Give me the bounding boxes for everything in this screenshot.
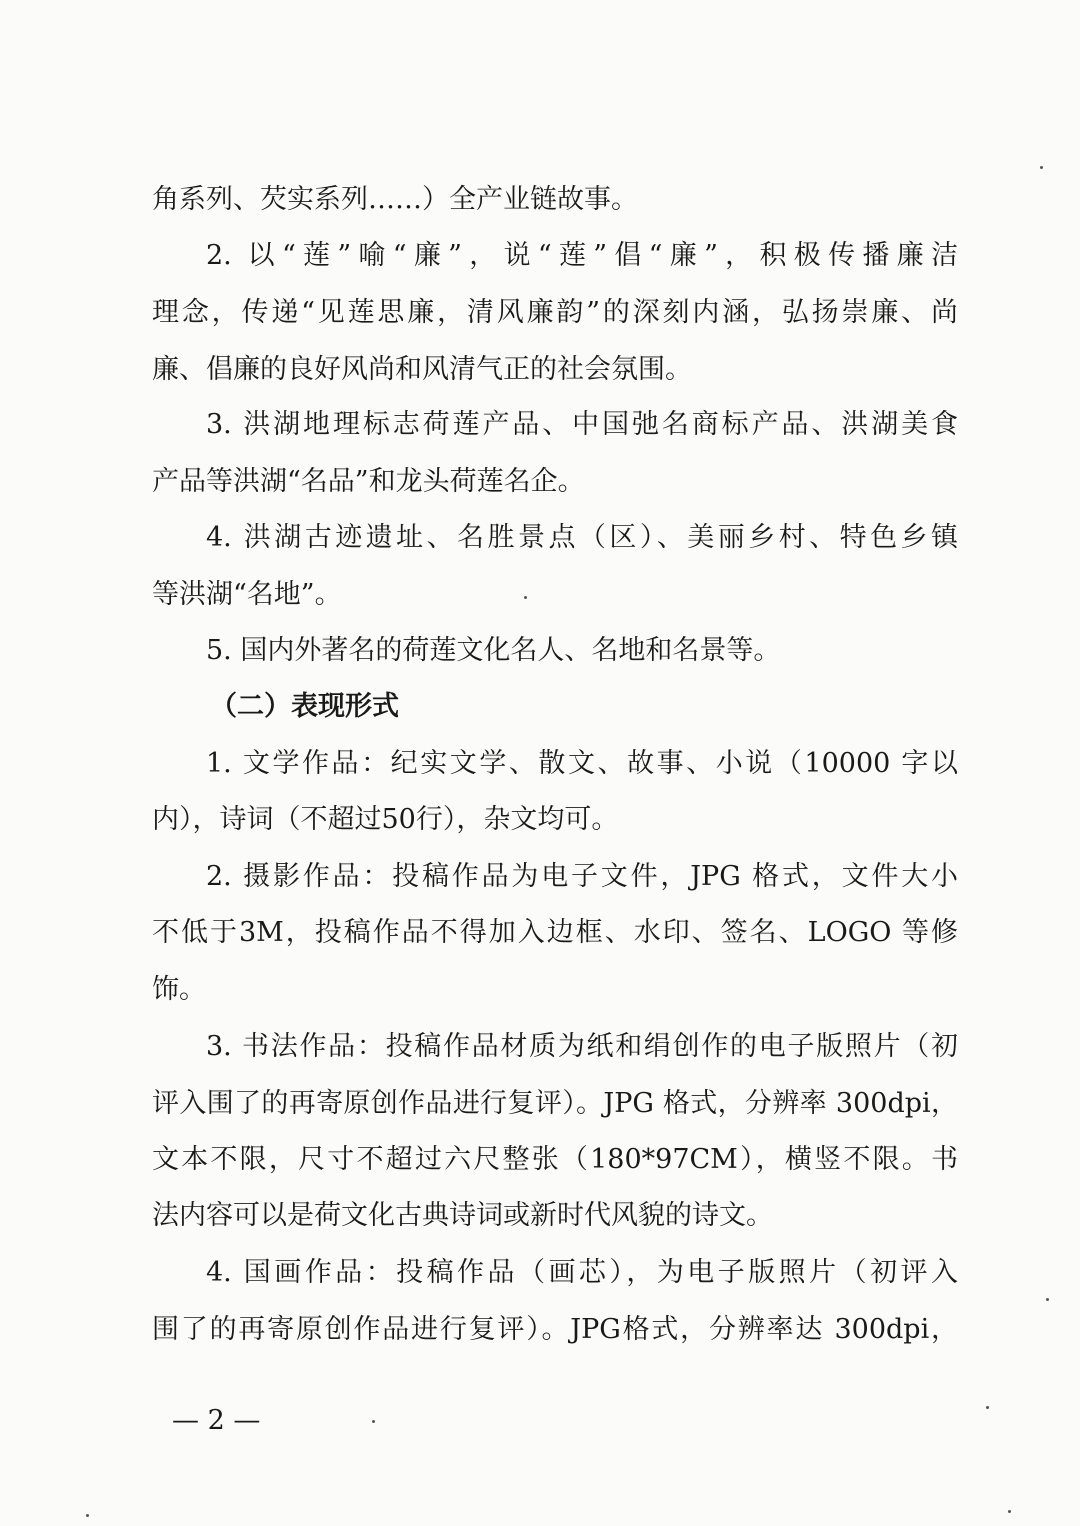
form-item-4-line-1: 4. 国画作品：投稿作品（画芯），为电子版照片（初评入 bbox=[206, 1257, 958, 1288]
form-item-2-line-3: 饰。 bbox=[152, 974, 206, 1005]
scan-speck bbox=[986, 1406, 989, 1409]
list-item-3-line-1: 3. 洪湖地理标志荷莲产品、中国弛名商标产品、洪湖美食 bbox=[206, 409, 958, 440]
form-item-2-line-2: 不低于3M，投稿作品不得加入边框、水印、签名、LOGO 等修 bbox=[152, 917, 958, 948]
form-item-2-line-1: 2. 摄影作品：投稿作品为电子文件，JPG 格式，文件大小 bbox=[206, 861, 958, 892]
form-item-1-line-2: 内），诗词（不超过50行），杂文均可。 bbox=[152, 804, 619, 835]
scan-speck bbox=[86, 1514, 89, 1517]
form-item-3-line-1: 3. 书法作品：投稿作品材质为纸和绢创作的电子版照片（初 bbox=[206, 1031, 958, 1062]
list-item-2-line-3: 廉、倡廉的良好风尚和风清气正的社会氛围。 bbox=[152, 354, 692, 385]
list-item-2-line-2: 理念，传递“见莲思廉，清风廉韵”的深刻内涵，弘扬崇廉、尚 bbox=[152, 297, 958, 328]
scan-speck bbox=[1008, 1510, 1011, 1513]
form-item-1-line-1: 1. 文学作品：纪实文学、散文、故事、小说（10000 字以 bbox=[206, 748, 958, 779]
section-heading: （二）表现形式 bbox=[210, 691, 399, 722]
scan-speck bbox=[524, 596, 527, 599]
scan-speck bbox=[1046, 1298, 1049, 1301]
list-item-5-line-1: 5. 国内外著名的荷莲文化名人、名地和名景等。 bbox=[206, 635, 781, 666]
scan-speck bbox=[1040, 166, 1043, 169]
list-item-2-line-1: 2. 以“莲”喻“廉”，说“莲”倡“廉”，积极传播廉洁 bbox=[206, 240, 958, 271]
form-item-3-line-3: 文本不限，尺寸不超过六尺整张（180*97CM），横竖不限。书 bbox=[152, 1144, 958, 1175]
list-item-3-line-2: 产品等洪湖“名品”和龙头荷莲名企。 bbox=[152, 466, 585, 497]
form-item-4-line-2: 围了的再寄原创作品进行复评）。JPG格式，分辨率达 300dpi， bbox=[152, 1314, 958, 1345]
list-item-4-line-2: 等洪湖“名地”。 bbox=[152, 579, 342, 610]
body-line-1: 角系列、芡实系列……）全产业链故事。 bbox=[152, 184, 638, 215]
list-item-4-line-1: 4. 洪湖古迹遗址、名胜景点（区）、美丽乡村、特色乡镇 bbox=[206, 522, 958, 553]
scan-speck bbox=[372, 1420, 375, 1423]
page-number: — 2 — bbox=[172, 1405, 261, 1436]
form-item-3-line-4: 法内容可以是荷文化古典诗词或新时代风貌的诗文。 bbox=[152, 1200, 773, 1231]
form-item-3-line-2: 评入围了的再寄原创作品进行复评）。JPG 格式，分辨率 300dpi， bbox=[152, 1088, 958, 1119]
